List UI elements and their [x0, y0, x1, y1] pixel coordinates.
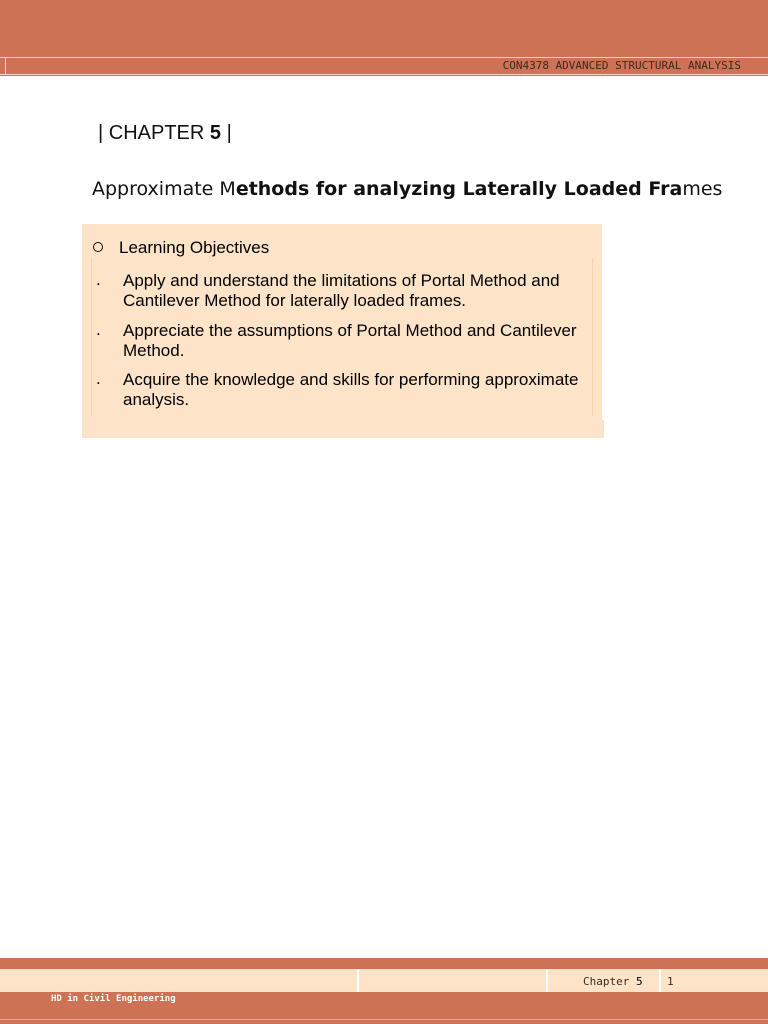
- footer-divider: [546, 969, 548, 992]
- title-part-1: Approximate M: [92, 178, 236, 200]
- chapter-number: 5: [209, 122, 222, 144]
- objective-text: Appreciate the assumptions of Portal Method and Cantilever Method.: [123, 321, 577, 360]
- objective-text: Acquire the knowledge and skills for performing approximate analysis.: [123, 370, 579, 409]
- header-strip: [0, 57, 768, 75]
- objectives-heading-row: [93, 238, 269, 258]
- program-name: HD in Civil Engineering: [51, 994, 176, 1004]
- footer-chapter-number: 5: [635, 975, 643, 988]
- footer-divider: [357, 969, 359, 992]
- footer-chapter-label: Chapter: [583, 975, 630, 988]
- chapter-heading: [98, 122, 232, 145]
- objectives-rule-left: [91, 258, 92, 416]
- chapter-suffix: |: [226, 122, 232, 144]
- chapter-prefix: | CHAPTER: [98, 122, 205, 144]
- bullet-marker: .: [96, 369, 101, 388]
- page-title: [92, 178, 722, 200]
- course-title: CON4378 ADVANCED STRUCTURAL ANALYSIS: [502, 59, 741, 72]
- bullet-marker: .: [96, 270, 101, 289]
- footer-strip: [0, 969, 768, 992]
- footer-chapter: [583, 975, 643, 988]
- page-number: 1: [667, 975, 674, 988]
- circle-bullet-icon: [93, 242, 103, 252]
- title-part-2: ethods for analyzing Laterally Loaded Fra: [235, 178, 683, 200]
- objective-text: Apply and understand the limitations of Portal Method and Cantilever Method for laterally loaded frames.: [123, 271, 560, 310]
- footer-rule: [0, 1019, 768, 1020]
- title-part-3: mes: [682, 178, 723, 200]
- footer-divider: [659, 969, 661, 992]
- bullet-marker: .: [96, 320, 101, 339]
- objectives-heading: Learning Objectives: [119, 238, 270, 257]
